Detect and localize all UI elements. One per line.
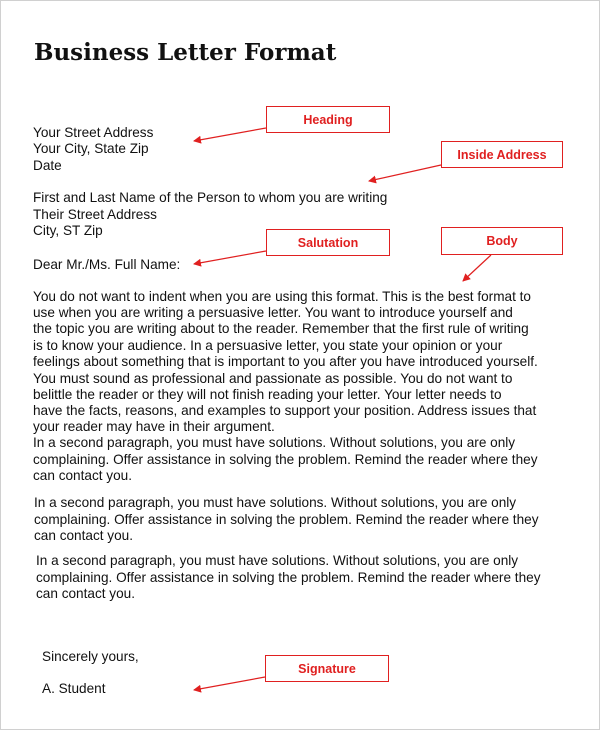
inside-address-city: City, ST Zip xyxy=(33,223,103,238)
body-p1-line: use when you are writing a persuasive letter. You want to introduce yourself and xyxy=(33,305,513,320)
body-p1-line: the topic you are writing about to the reader. Remember that the first rule of writing xyxy=(33,321,529,336)
arrow-body xyxy=(463,255,491,281)
body-p3-line: complaining. Offer assistance in solving the problem. Remind the reader where they xyxy=(36,570,541,585)
callout-signature: Signature xyxy=(265,655,389,682)
body-p2-line: In a second paragraph, you must have solutions. Without solutions, you are only xyxy=(34,495,517,510)
heading-line-street: Your Street Address xyxy=(33,125,154,140)
body-p1-line: your reader may have in their argument. xyxy=(33,419,275,434)
arrow-signature xyxy=(194,677,265,690)
callout-arrows xyxy=(1,1,599,729)
callout-inside-address: Inside Address xyxy=(441,141,563,168)
callout-body: Body xyxy=(441,227,563,255)
page-title: Business Letter Format xyxy=(34,39,337,66)
body-p1-line: is to know your audience. In a persuasive letter, you state your opinion or your xyxy=(33,338,503,353)
arrow-inside-address xyxy=(369,165,441,181)
body-p1-line: feelings about something that is important to you after you have introduced yourself. xyxy=(33,354,538,369)
heading-line-date: Date xyxy=(33,158,62,173)
body-p3-line: can contact you. xyxy=(36,586,135,601)
salutation-text: Dear Mr./Ms. Full Name: xyxy=(33,257,181,272)
callout-salutation: Salutation xyxy=(266,229,390,256)
arrow-salutation xyxy=(194,251,266,264)
inside-address-street: Their Street Address xyxy=(33,207,157,222)
body-p2-line: can contact you. xyxy=(34,528,133,543)
body-p1-line: have the facts, reasons, and examples to support your position. Address issues that xyxy=(33,403,537,418)
heading-line-city: Your City, State Zip xyxy=(33,141,149,156)
body-p2-line: complaining. Offer assistance in solving the problem. Remind the reader where they xyxy=(34,512,539,527)
inside-address-name: First and Last Name of the Person to whom you are writing xyxy=(33,190,388,205)
body-p1-line: complaining. Offer assistance in solving the problem. Remind the reader where they xyxy=(33,452,538,467)
body-p1-line: belittle the reader or they will not finish reading your letter. Your letter needs to xyxy=(33,387,502,402)
body-p1-line: In a second paragraph, you must have solutions. Without solutions, you are only xyxy=(33,435,516,450)
body-p3-line: In a second paragraph, you must have solutions. Without solutions, you are only xyxy=(36,553,519,568)
closing-text: Sincerely yours, xyxy=(42,649,139,664)
body-p1-line: can contact you. xyxy=(33,468,132,483)
body-p1-line: You do not want to indent when you are using this format. This is the best format to xyxy=(33,289,531,304)
callout-heading: Heading xyxy=(266,106,390,133)
body-p1-line: You must sound as professional and passionate as possible. You do not want to xyxy=(33,371,513,386)
arrow-heading xyxy=(194,128,266,141)
signature-text: A. Student xyxy=(42,681,106,696)
